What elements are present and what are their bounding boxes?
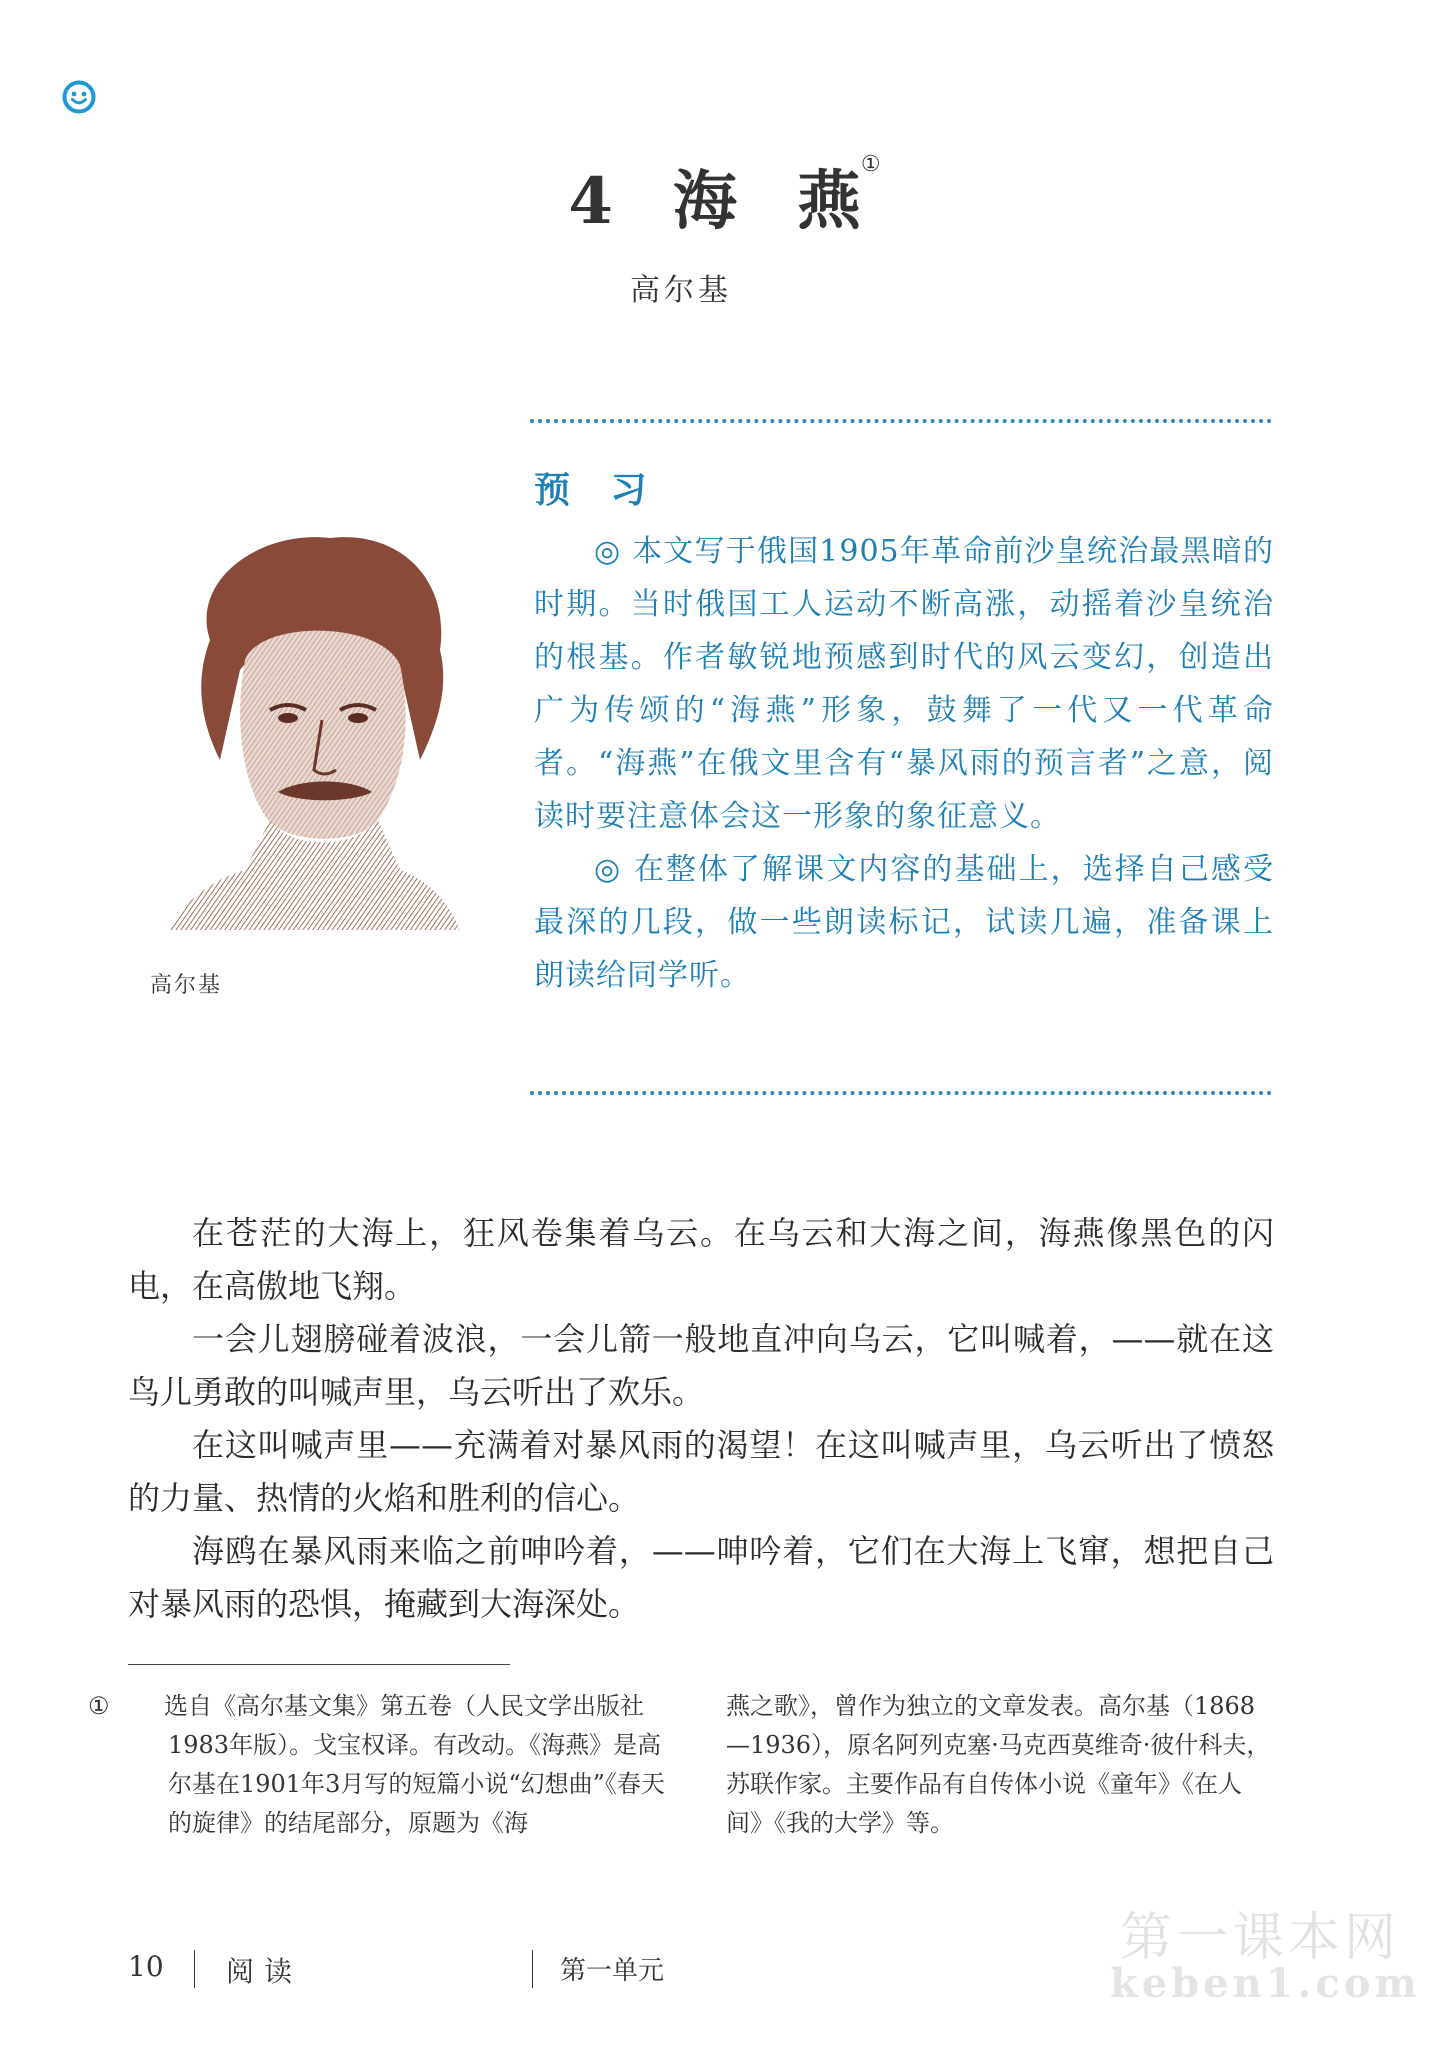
title-char-2: 燕 [796, 164, 861, 239]
footer-divider [532, 1950, 533, 1988]
preview-top-divider [530, 419, 1272, 423]
body-paragraph: 在苍茫的大海上，狂风卷集着乌云。在乌云和大海之间，海燕像黑色的闪电，在高傲地飞翔。 [128, 1214, 1274, 1305]
author-portrait [150, 520, 470, 930]
preview-box [534, 462, 1274, 1002]
footnote-text-1: 选自《高尔基文集》第五卷（人民文学出版社1983年版）。戈宝权译。有改动。《海燕》是高尔基在1901年3月写的短篇小说“幻想曲”《春天的旋律》的结尾部分，原题为《海 [164, 1692, 665, 1837]
watermark-text: 第一课本网 [1120, 1908, 1401, 1968]
preview-paragraph: ◎ 在整体了解课文内容的基础上，选择自己感受最深的几段，做一些朗读标记，试读几遍，准备课上朗读给同学听。 [534, 852, 1274, 993]
footnote-column-1 [88, 1687, 676, 1843]
body-paragraph: 海鸥在暴风雨来临之前呻吟着，——呻吟着，它们在大海上飞窜，想把自己对暴风雨的恐惧，掩藏到大海深处。 [128, 1532, 1274, 1623]
preview-paragraph: ◎ 本文写于俄国1905年革命前沙皇统治最黑暗的时期。当时俄国工人运动不断高涨，动摇着沙皇统治的根基。作者敏锐地预感到时代的风云变幻，创造出广为传颂的“海燕”形象，鼓舞了一代又一代革命者。“海燕”在俄文里含有“暴风雨的预言者”之意，阅读时要注意体会这一形象的象征意义。 [534, 534, 1274, 834]
section-label: 阅读 [226, 1955, 303, 1988]
page-number: 10 [128, 1950, 164, 1983]
preview-bottom-divider [530, 1091, 1272, 1095]
article-body [128, 1207, 1274, 1631]
lesson-title [0, 150, 1449, 242]
author-name: 高尔基 [630, 273, 732, 308]
watermark-url: keben1.com [1110, 1960, 1421, 2007]
body-paragraph: 在这叫喊声里——充满着对暴风雨的渴望！在这叫喊声里，乌云听出了愤怒的力量、热情的火焰和胜利的信心。 [128, 1426, 1274, 1517]
portrait-caption: 高尔基 [150, 973, 223, 998]
footnote-column-2 [726, 1687, 1274, 1843]
unit-label: 第一单元 [560, 1956, 665, 1986]
footnote-marker: ① [88, 1692, 110, 1720]
preview-heading: 预 习 [534, 469, 661, 511]
footnote [88, 1687, 1274, 1843]
footnote-text-2: 燕之歌》，曾作为独立的文章发表。高尔基（1868—1936），原名阿列克塞·马克西莫维奇·彼什科夫，苏联作家。主要作品有自传体小说《童年》《在人间》《我的大学》等。 [726, 1692, 1271, 1837]
footnote-rule [128, 1664, 510, 1665]
footer-divider [194, 1950, 195, 1988]
smiley-icon [62, 80, 96, 114]
body-paragraph: 一会儿翅膀碰着波浪，一会儿箭一般地直冲向乌云，它叫喊着，——就在这鸟儿勇敢的叫喊声里，乌云听出了欢乐。 [128, 1320, 1274, 1411]
title-char-1: 海 [672, 164, 737, 239]
title-footnote-mark[interactable]: ① [860, 152, 881, 177]
lesson-number: 4 [568, 164, 613, 239]
